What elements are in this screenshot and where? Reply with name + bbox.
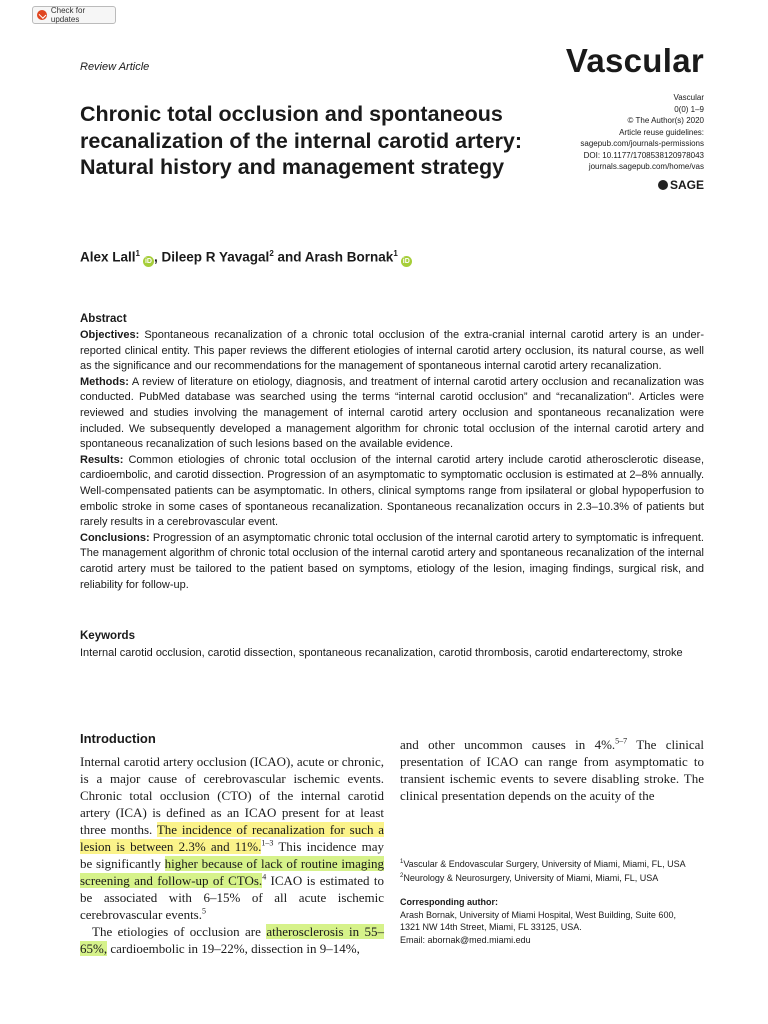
article-title: Chronic total occlusion and spontaneous recanalization of the internal carotid artery: Natural history and management strategy (80, 102, 523, 179)
highlighted-text: higher because of lack of routine imaging screening and follow-up of CTOs. (80, 856, 384, 888)
highlighted-text: atherosclerosis in 55–65%, (80, 924, 384, 956)
citation-ref[interactable]: 4 (262, 872, 267, 882)
author-name: Dileep R Yavagal (161, 249, 270, 265)
meta-journal-link[interactable]: journals.sagepub.com/home/vas (588, 162, 704, 171)
check-updates-icon (37, 10, 47, 20)
author-affiliation: 1 (135, 249, 140, 258)
affiliation-number: 2 (400, 873, 404, 879)
abstract-text: Progression of an asymptomatic chronic total occlusion of the internal carotid artery to symptomatic is infrequent. The management algorithm of chronic total occlusion of the internal carotid artery and spontaneous recanalization of the internal carotid artery must be tailored to the patient based on symptoms, etiology of the lesion, imaging findings, surgical risk, and reliability for follow-up. (80, 531, 704, 591)
body-text: cardioembolic in 19–22%, dissection in 9–14%, (107, 941, 360, 956)
affiliation-text: Neurology & Neurosurgery, University of Miami, Miami, FL, USA (403, 873, 659, 883)
abstract-label: Methods: (80, 375, 129, 388)
keywords-heading: Keywords (80, 630, 135, 642)
body-text: The clinical presentation of ICAO can range from asymptomatic to transient ischemic events to severe disabling stroke. The clinical presentation depends on the acuity of the (400, 737, 705, 803)
corresponding-line: Arash Bornak, University of Miami Hospital, West Building, Suite 600, (400, 909, 676, 920)
sage-logo-icon (658, 180, 668, 190)
abstract-methods (80, 375, 704, 453)
citation-ref[interactable]: 5–7 (615, 736, 628, 746)
abstract-results (80, 453, 704, 531)
highlighted-text: The incidence of recanalization for such a lesion is between 2.3% and 11%. (80, 822, 385, 854)
citation-ref[interactable]: 1–3 (261, 838, 274, 848)
body-text: The etiologies of occlusion are (92, 924, 267, 939)
abstract-label: Conclusions: (80, 531, 150, 544)
body-column-left (80, 753, 384, 957)
affiliation-number: 1 (400, 859, 404, 865)
body-text: and other uncommon causes in 4%. (400, 737, 616, 752)
abstract-text: Common etiologies of chronic total occlusion of the internal carotid artery include carotid atherosclerotic disease, cardioembolic, and carotid dissection. Progression of an asymptomatic to symptomatic occlusion is estimated at 2–8% annually. Well-compensated patients can be asymptomatic. In others, clinical symptoms range from ipsilateral or global hypoperfusion to embolic stroke in some cases of spontaneous recanalization. Spontaneous recanalization occurs in 2.3–10.3% of patients but rarely results in a cerebrovascular event. (80, 453, 704, 529)
author-separator: and (273, 249, 305, 265)
meta-permissions-link[interactable]: sagepub.com/journals-permissions (580, 139, 704, 148)
author-name: Alex Lall (80, 249, 136, 265)
intro-paragraph-continued (400, 736, 704, 804)
intro-paragraph-1 (80, 753, 384, 923)
meta-copyright: © The Author(s) 2020 (627, 116, 704, 125)
author-affiliation: 1 (393, 249, 398, 258)
meta-doi[interactable]: DOI: 10.1177/1708538120978043 (583, 150, 704, 160)
corresponding-line: 1321 NW 14th Street, Miami, FL 33125, USA. (400, 922, 582, 932)
affiliation-item (400, 856, 710, 870)
publisher-logo (658, 178, 704, 192)
meta-journal: Vascular (673, 93, 704, 102)
keywords-list: Internal carotid occlusion, carotid dissection, spontaneous recanalization, carotid thrombosis, carotid endarterectomy, stroke (80, 647, 683, 659)
abstract-text: A review of literature on etiology, diagnosis, and treatment of internal carotid artery occlusion and recanalization was conducted. PubMed database was searched using the terms “internal carotid occlusion” and “recanalization”. Articles were reviewed and studies involving the management of internal carotid artery occlusion and spontaneous recanalization were included. We subsequently developed a management algorithm for chronic total occlusion of the internal carotid artery and spontaneous recanalization of such lesions based on the available evidence. (80, 375, 704, 451)
abstract-label: Results: (80, 453, 124, 466)
article-type: Review Article (80, 61, 150, 73)
publisher-name: SAGE (669, 178, 704, 192)
abstract-text: Spontaneous recanalization of a chronic total occlusion of the extra-cranial internal carotid artery is an under-reported clinical entity. This paper reviews the different etiologies of internal carotid artery occlusion, its natural course, as well as the significance and our recommendations for the management of spontaneous internal carotid artery recanalization. (80, 329, 704, 373)
body-text: Internal carotid artery occlusion (ICAO), acute or chronic, is a major cause of cerebrovascular ischemic events. Chronic total occlusion (CTO) of the internal carotid artery (ICA) is defined as an ICAO present for at least three months. (80, 754, 384, 837)
abstract-body (80, 328, 704, 593)
author-affiliation: 2 (269, 249, 274, 258)
body-column-right (400, 736, 704, 804)
affiliation-text: Vascular & Endovascular Surgery, University of Miami, Miami, FL, USA (403, 859, 686, 869)
meta-volume: 0(0) 1–9 (674, 104, 704, 114)
body-text: ICAO is estimated to be associated with 6–15% of all acute ischemic cerebrovascular events. (80, 873, 384, 922)
abstract-heading: Abstract (80, 313, 127, 325)
author-separator: , (153, 249, 162, 265)
check-for-updates-badge[interactable] (32, 6, 116, 24)
journal-name: Vascular (565, 42, 704, 79)
affiliations (400, 856, 710, 884)
check-updates-label: Check for updates (50, 6, 86, 24)
citation-ref[interactable]: 5 (202, 906, 206, 916)
abstract-label: Objectives: (80, 329, 140, 341)
orcid-icon[interactable]: iD (144, 257, 152, 265)
intro-paragraph-2 (80, 923, 384, 957)
affiliation-item (400, 870, 710, 884)
abstract-conclusions (80, 531, 704, 593)
article-meta (580, 92, 704, 173)
orcid-icon[interactable]: iD (402, 257, 410, 265)
corresponding-email[interactable]: Email: abornak@med.miami.edu (400, 934, 531, 945)
meta-reuse: Article reuse guidelines: (619, 127, 704, 137)
corresponding-author (400, 896, 710, 946)
body-text: This incidence may be significantly (80, 839, 384, 871)
corresponding-heading: Corresponding author: (400, 897, 498, 907)
introduction-heading: Introduction (80, 731, 156, 746)
author-name: Arash Bornak (304, 249, 394, 265)
author-list (80, 249, 412, 267)
abstract-objectives (80, 328, 704, 375)
